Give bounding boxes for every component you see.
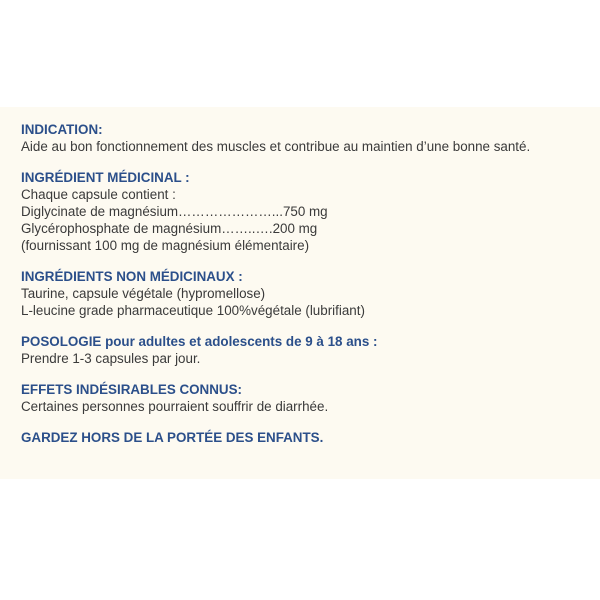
product-label-text — [21, 121, 591, 460]
indication-heading: INDICATION: — [21, 122, 103, 137]
medicinal-line: Diglycinate de magnésium…………………...750 mg — [21, 204, 328, 219]
side-effects-heading: EFFETS INDÉSIRABLES CONNUS: — [21, 382, 242, 397]
non-medicinal-line: Taurine, capsule végétale (hypromellose) — [21, 286, 266, 301]
non-medicinal-ingredients-section — [21, 268, 591, 319]
dosage-heading: POSOLOGIE pour adultes et adolescents de 9 à 18 ans : — [21, 334, 378, 349]
medicinal-line: Chaque capsule contient : — [21, 187, 176, 202]
medicinal-line: Glycérophosphate de magnésium……..….200 mg — [21, 221, 318, 236]
dosage-text: Prendre 1-3 capsules par jour. — [21, 351, 201, 366]
child-warning: GARDEZ HORS DE LA PORTÉE DES ENFANTS. — [21, 430, 324, 445]
side-effects-text: Certaines personnes pourraient souffrir de diarrhée. — [21, 399, 329, 414]
medicinal-ingredient-section — [21, 169, 591, 254]
indication-text: Aide au bon fonctionnement des muscles et contribue au maintien d’une bonne santé. — [21, 139, 531, 154]
warning-section — [21, 429, 591, 446]
medicinal-line: (fournissant 100 mg de magnésium élémentaire) — [21, 238, 310, 253]
dosage-section — [21, 333, 591, 367]
side-effects-section — [21, 381, 591, 415]
indication-section — [21, 121, 591, 155]
non-medicinal-line: L-leucine grade pharmaceutique 100%végétale (lubrifiant) — [21, 303, 365, 318]
medicinal-ingredient-heading: INGRÉDIENT MÉDICINAL : — [21, 170, 190, 185]
non-medicinal-heading: INGRÉDIENTS NON MÉDICINAUX : — [21, 269, 243, 284]
